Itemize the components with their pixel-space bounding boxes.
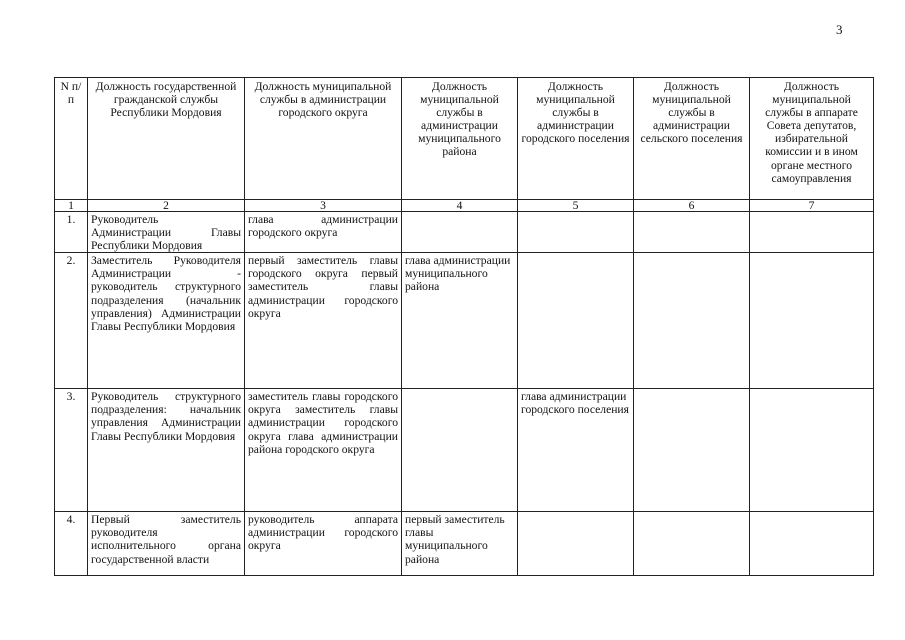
header-cell-state-position: Должность государственной гражданской службы Республики Мордовия	[88, 78, 245, 200]
header-cell-rural-settlement: Должность муниципальной службы в администрации сельского поселения	[634, 78, 750, 200]
urban-settlement-cell: глава администрации городского поселения	[518, 389, 634, 512]
page-number: 3	[836, 22, 843, 37]
municipal-district-cell: глава администрации муниципального района	[402, 253, 518, 389]
column-number: 2	[88, 200, 245, 212]
council-apparatus-cell	[750, 389, 874, 512]
row-number: 3.	[55, 389, 88, 512]
city-district-cell: глава администрации городского округа	[245, 212, 402, 253]
urban-settlement-cell	[518, 212, 634, 253]
rural-settlement-cell	[634, 512, 750, 576]
row-number: 2.	[55, 253, 88, 389]
column-number: 3	[245, 200, 402, 212]
municipal-district-cell	[402, 212, 518, 253]
header-cell-n: N п/п	[55, 78, 88, 200]
state-position-cell: Заместитель Руководителя Администрации - руководитель структурного подразделения (начальник управления) Администрации Главы Республики Мордовия	[88, 253, 245, 389]
municipal-district-cell: первый заместитель главы муниципального района	[402, 512, 518, 576]
column-number: 5	[518, 200, 634, 212]
table-row	[55, 212, 874, 253]
row-number: 4.	[55, 512, 88, 576]
council-apparatus-cell	[750, 512, 874, 576]
city-district-cell: заместитель главы городского округа заместитель главы администрации городского округа глава администрации района городского округа	[245, 389, 402, 512]
state-position-cell: Руководитель структурного подразделения: начальник управления Администрации Главы Республики Мордовия	[88, 389, 245, 512]
column-number: 6	[634, 200, 750, 212]
positions-table	[54, 77, 874, 576]
state-position-cell: Руководитель Администрации Главы Республики Мордовия	[88, 212, 245, 253]
table-row	[55, 512, 874, 576]
column-number: 1	[55, 200, 88, 212]
urban-settlement-cell	[518, 512, 634, 576]
header-cell-council-apparatus: Должность муниципальной службы в аппарате Совета депутатов, избирательной комиссии и в ином органе местного самоуправления	[750, 78, 874, 200]
rural-settlement-cell	[634, 253, 750, 389]
city-district-cell: первый заместитель главы городского округа первый заместитель главы администрации городского округа	[245, 253, 402, 389]
city-district-cell: руководитель аппарата администрации городского округа	[245, 512, 402, 576]
column-number: 7	[750, 200, 874, 212]
header-cell-urban-settlement: Должность муниципальной службы в администрации городского поселения	[518, 78, 634, 200]
header-cell-city-district: Должность муниципальной службы в администрации городского округа	[245, 78, 402, 200]
rural-settlement-cell	[634, 389, 750, 512]
rural-settlement-cell	[634, 212, 750, 253]
table-row	[55, 253, 874, 389]
council-apparatus-cell	[750, 253, 874, 389]
council-apparatus-cell	[750, 212, 874, 253]
header-row	[55, 78, 874, 200]
state-position-cell: Первый заместитель руководителя исполнительного органа государственной власти	[88, 512, 245, 576]
column-number-row	[55, 200, 874, 212]
urban-settlement-cell	[518, 253, 634, 389]
municipal-district-cell	[402, 389, 518, 512]
header-cell-municipal-district: Должность муниципальной службы в администрации муниципального района	[402, 78, 518, 200]
column-number: 4	[402, 200, 518, 212]
table-row	[55, 389, 874, 512]
row-number: 1.	[55, 212, 88, 253]
